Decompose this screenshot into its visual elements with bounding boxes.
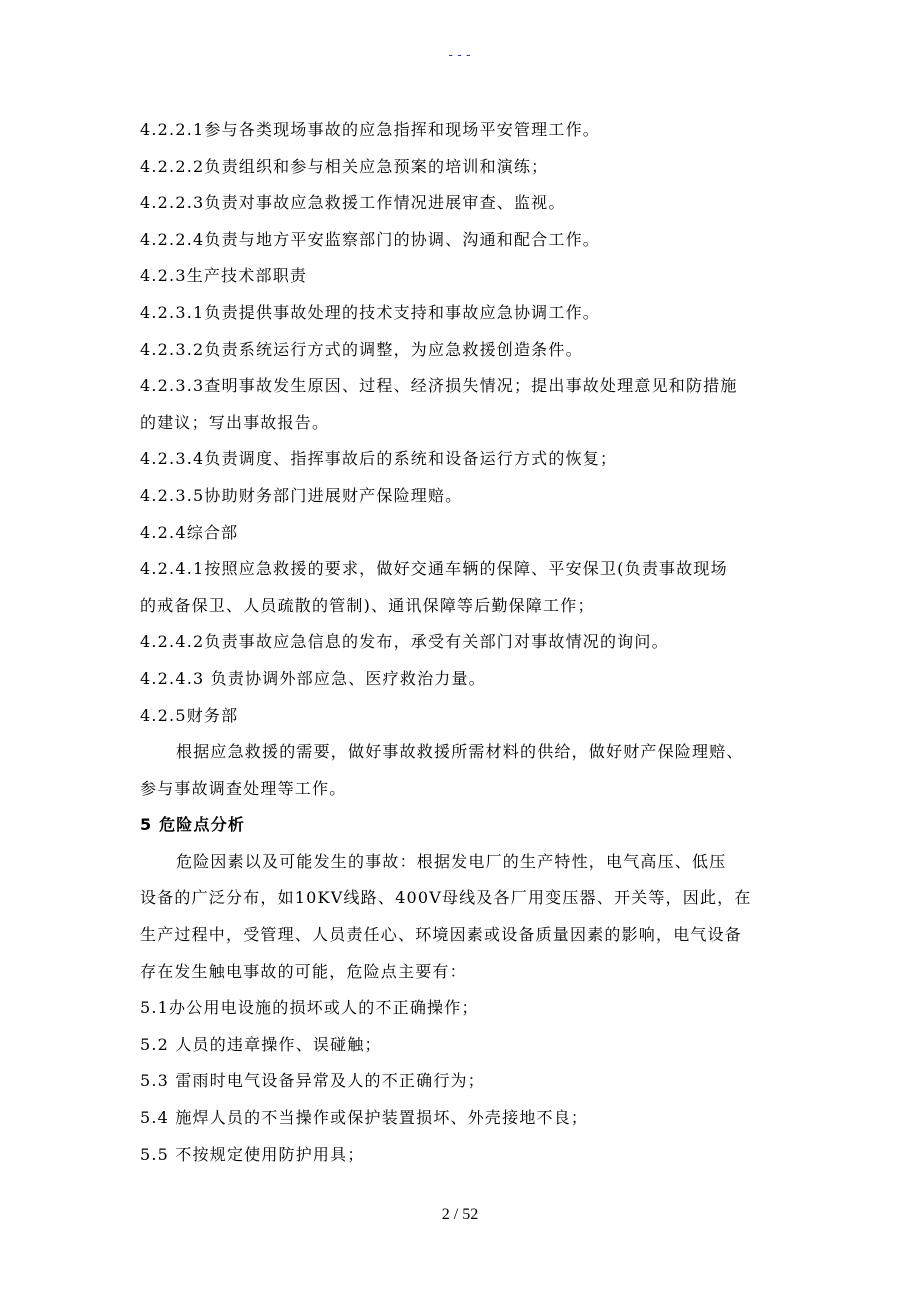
text-line: 4.2.3.5协助财务部门进展财产保险理赔。 xyxy=(140,485,463,505)
paragraph-line: 设备的广泛分布，如10KV线路、400V母线及各厂用变压器、开关等，因此，在 xyxy=(140,888,752,908)
text-line: 4.2.2.2负责组织和参与相关应急预案的培训和演练； xyxy=(140,156,549,176)
paragraph-line: 参与事故调查处理等工作。 xyxy=(140,778,347,798)
paragraph-line: 根据应急救援的需要，做好事故救援所需材料的供给，做好财产保险理赔、 xyxy=(176,742,744,762)
section-title: 4.2.5财务部 xyxy=(140,705,239,725)
list-item: 5.4 施焊人员的不当操作或保护装置损坏、外壳接地不良； xyxy=(140,1108,589,1128)
section-title: 4.2.4综合部 xyxy=(140,522,239,542)
chapter-heading: 5 危险点分析 xyxy=(140,815,246,835)
paragraph-line: 存在发生触电事故的可能，危险点主要有： xyxy=(140,961,467,981)
text-line: 4.2.2.3负责对事故应急救援工作情况进展审查、监视。 xyxy=(140,193,566,213)
text-line: 4.2.3.4负责调度、指挥事故后的系统和设备运行方式的恢复； xyxy=(140,449,618,469)
header-mark: --- xyxy=(446,48,474,63)
list-item: 5.3 雷雨时电气设备异常及人的不正确行为； xyxy=(140,1071,485,1091)
document-body xyxy=(140,112,780,1173)
text-line: 的建议；写出事故报告。 xyxy=(140,412,330,432)
section-title: 4.2.3生产技术部职责 xyxy=(140,266,308,286)
list-item: 5.1办公用电设施的损坏或人的不正确操作； xyxy=(140,998,479,1018)
text-line: 4.2.2.4负责与地方平安监察部门的协调、沟通和配合工作。 xyxy=(140,229,600,249)
text-line: 4.2.2.1参与各类现场事故的应急指挥和现场平安管理工作。 xyxy=(140,120,600,139)
text-line: 4.2.4.3 负责协调外部应急、医疗救治力量。 xyxy=(140,668,486,688)
page-number: 2 / 52 xyxy=(441,1206,479,1223)
text-line: 4.2.4.1按照应急救援的要求，做好交通车辆的保障、平安保卫(负责事故现场 xyxy=(140,559,728,579)
text-line: 4.2.4.2负责事故应急信息的发布，承受有关部门对事故情况的询问。 xyxy=(140,632,669,652)
list-item: 5.2 人员的违章操作、误碰触； xyxy=(140,1034,382,1054)
paragraph-line: 危险因素以及可能发生的事故：根据发电厂的生产特性，电气高压、低压 xyxy=(176,851,727,871)
text-line: 4.2.3.3查明事故发生原因、过程、经济损失情况；提出事故处理意见和防措施 xyxy=(140,376,738,396)
text-line: 4.2.3.1负责提供事故处理的技术支持和事故应急协调工作。 xyxy=(140,302,600,322)
text-line: 4.2.3.2负责系统运行方式的调整，为应急救援创造条件。 xyxy=(140,339,583,359)
paragraph-line: 生产过程中，受管理、人员责任心、环境因素或设备质量因素的影响，电气设备 xyxy=(140,925,743,945)
text-line: 的戒备保卫、人员疏散的管制)、通讯保障等后勤保障工作； xyxy=(140,595,595,615)
list-item: 5.5 不按规定使用防护用具； xyxy=(140,1144,365,1164)
